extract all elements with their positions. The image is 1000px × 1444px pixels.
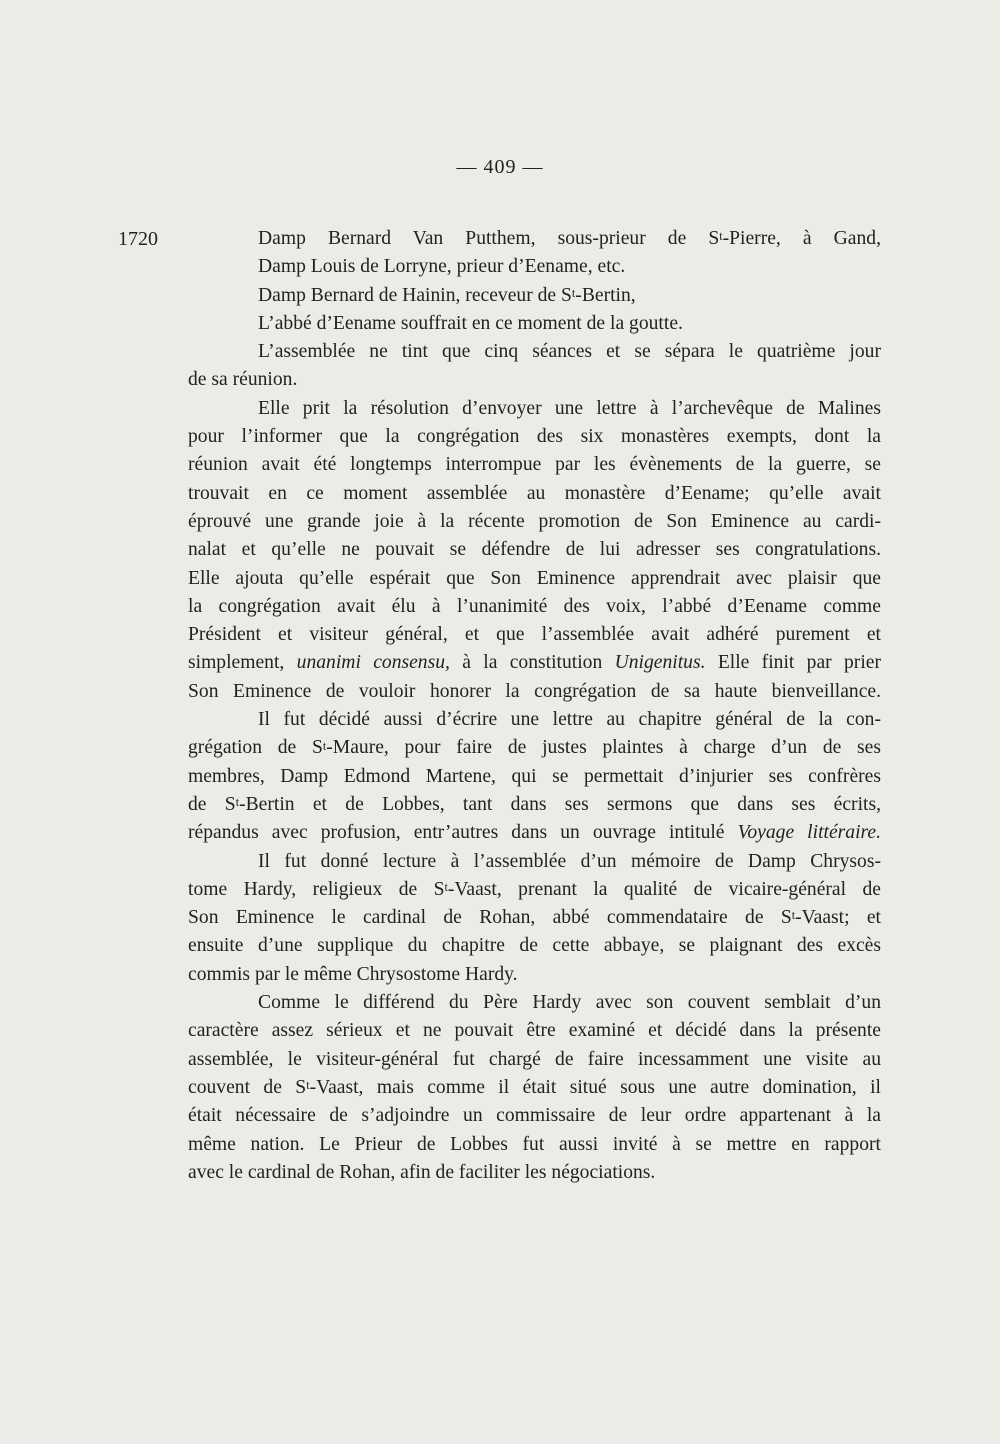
paragraph-line: répandus avec profusion, entr’autres dans un ouvrage intitulé Voyage littéraire. (188, 822, 882, 844)
paragraph-line: caractère assez sérieux et ne pouvait être examiné et décidé dans la présente (188, 1020, 881, 1042)
paragraph-line: commis par le même Chrysostome Hardy. (188, 963, 518, 985)
list-item: Damp Bernard de Hainin, receveur de $S^t$-Bertin, (258, 284, 636, 306)
paragraph-line: assemblée, le visiteur-général fut chargé de faire incessamment une visite au (188, 1048, 881, 1070)
paragraph-line: Son Eminence le cardinal de Rohan, abbé commendataire de $S^t$-Vaast; et (188, 907, 882, 929)
list-item: L’abbé d’Eename souffrait en ce moment de la goutte. (258, 312, 683, 334)
paragraph-line: membres, Damp Edmond Martene, qui se permettait d’injurier ses confrères (188, 765, 881, 787)
paragraph-line: ensuite d’une supplique du chapitre de cette abbaye, se plaignant des excès (188, 935, 881, 957)
page-number: — 409 — (456, 156, 544, 178)
margin-year: 1720 (118, 228, 158, 250)
paragraph-line: trouvait en ce moment assemblée au monastère d’Eename; qu’elle avait (188, 482, 881, 504)
paragraph-line: nalat et qu’elle ne pouvait se défendre de lui adresser ses congratulations. (188, 539, 881, 561)
body-text (188, 225, 881, 1187)
paragraph-line: Comme le différend du Père Hardy avec son couvent semblait d’un (258, 992, 881, 1014)
paragraph-line: même nation. Le Prieur de Lobbes fut aussi invité à se mettre en rapport (188, 1133, 881, 1155)
paragraph-line: réunion avait été longtemps interrompue par les évènements de la guerre, se (188, 454, 881, 476)
paragraph-line: L’assemblée ne tint que cinq séances et se sépara le quatrième jour (258, 341, 881, 363)
paragraph-line: simplement, unanimi consensu, à la constitution Unigenitus. Elle finit par prier (188, 652, 881, 674)
paragraph-line: la congrégation avait élu à l’unanimité des voix, l’abbé d’Eename comme (188, 595, 881, 617)
paragraph-line: tome Hardy, religieux de $S^t$-Vaast, prenant la qualité de vicaire-général de (188, 878, 881, 900)
paragraph-line: éprouvé une grande joie à la récente promotion de Son Eminence au cardi- (188, 510, 881, 532)
paragraph-line: de sa réunion. (188, 369, 298, 391)
list-item: Damp Louis de Lorryne, prieur d’Eename, etc. (258, 256, 626, 278)
paragraph-line: Elle prit la résolution d’envoyer une lettre à l’archevêque de Malines (258, 397, 881, 419)
paragraph-line: pour l’informer que la congrégation des six monastères exempts, dont la (188, 426, 881, 448)
paragraph-line: Président et visiteur général, et que l’assemblée avait adhéré purement et (188, 624, 881, 646)
paragraph-line: Il fut donné lecture à l’assemblée d’un mémoire de Damp Chrysos- (258, 850, 881, 872)
paragraph-line: Son Eminence de vouloir honorer la congrégation de sa haute bienveillance. (188, 680, 881, 702)
list-item: Damp Bernard Van Putthem, sous-prieur de $S^t$-Pierre, à Gand, (258, 228, 881, 249)
paragraph-line: avec le cardinal de Rohan, afin de faciliter les négociations. (188, 1161, 656, 1183)
paragraph-line: de $S^t$-Bertin et de Lobbes, tant dans ses sermons que dans ses écrits, (188, 793, 881, 815)
paragraph-line: était nécessaire de s’adjoindre un commissaire de leur ordre appartenant à la (188, 1105, 881, 1127)
paragraph-line: couvent de $S^t$-Vaast, mais comme il était situé sous une autre domination, il (188, 1076, 881, 1098)
paragraph-line: Elle ajouta qu’elle espérait que Son Eminence apprendrait avec plaisir que (188, 567, 881, 589)
paragraph-line: grégation de $S^t$-Maure, pour faire de justes plaintes à charge d’un de ses (188, 737, 881, 759)
paragraph-line: Il fut décidé aussi d’écrire une lettre au chapitre général de la con- (258, 709, 881, 731)
